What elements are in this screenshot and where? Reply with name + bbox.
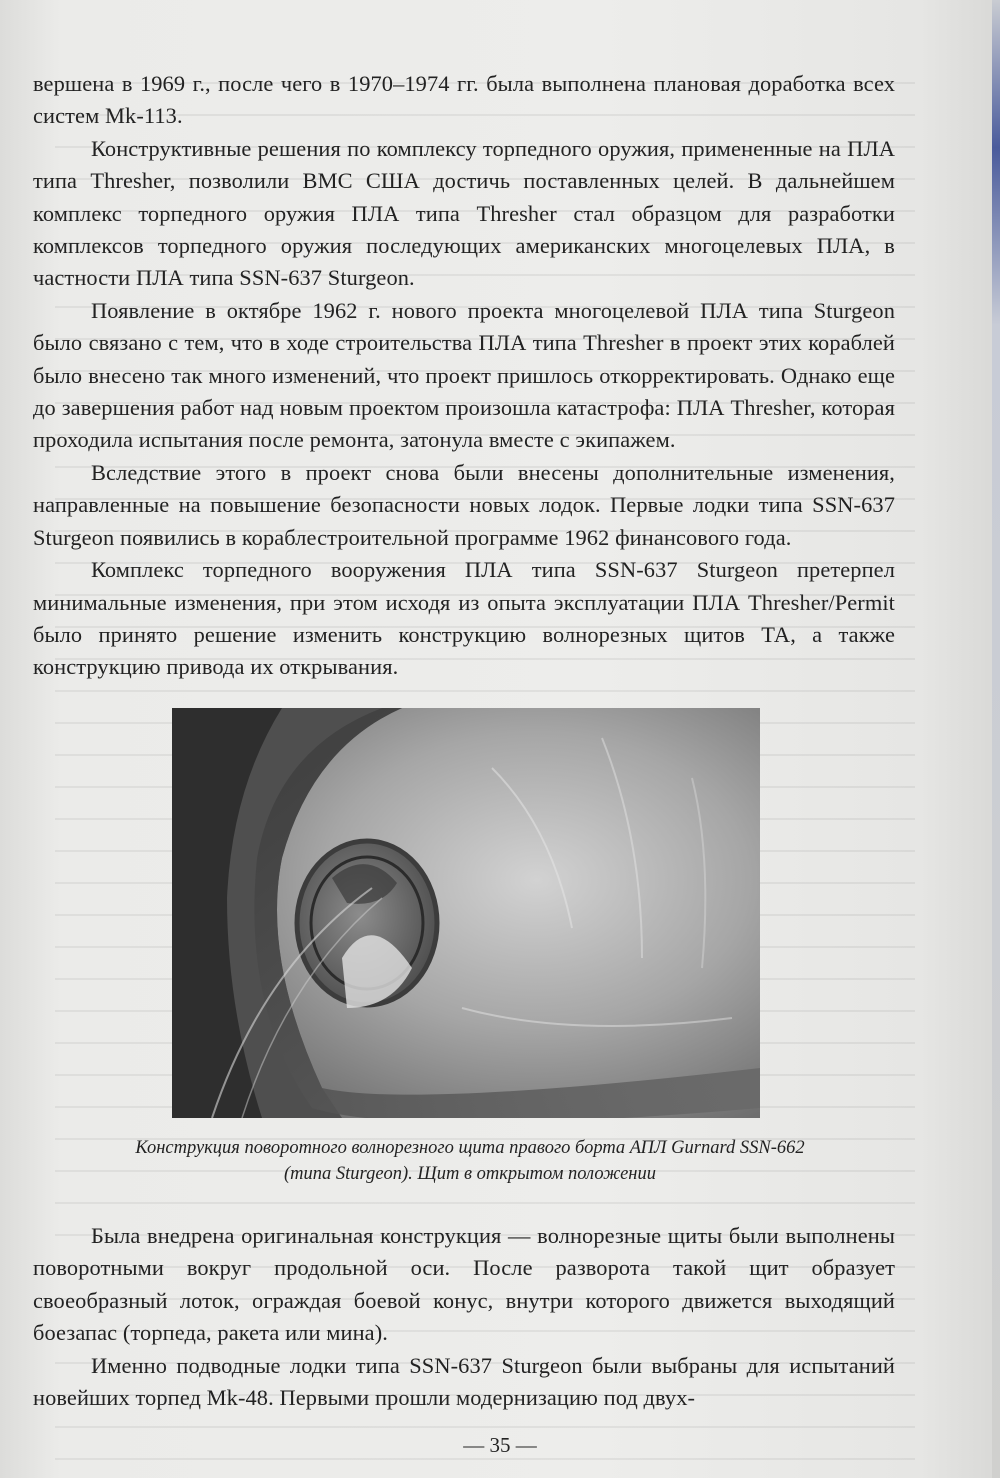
figure-caption bbox=[60, 1135, 880, 1187]
caption-line: (типа Sturgeon). Щит в открытом положении bbox=[284, 1164, 656, 1184]
paragraph: Именно подводные лодки типа SSN-637 Sturgeon были выбраны для испытаний новейших торпед Mk-48. Первыми прошли модернизацию под двух- bbox=[33, 1352, 895, 1411]
paragraph: Комплекс торпедного вооружения ПЛА типа SSN-637 Sturgeon претерпел минимальные изменения, при этом исходя из опыта эксплуатации ПЛА Thresher/Permit было принято решение изменить конструкцию волнорезных щитов ТА, а также конструкцию привода их открывания. bbox=[33, 557, 895, 680]
caption-line: Конструкция поворотного волнорезного щита правого борта АПЛ Gurnard SSN-662 bbox=[135, 1138, 805, 1158]
page-number: — 35 — bbox=[463, 1433, 537, 1457]
body-text-top bbox=[33, 68, 895, 684]
submarine-shield-photo bbox=[172, 708, 760, 1118]
paragraph: Вследствие этого в проект снова были внесены дополнительные изменения, направленные на повышение безопасности новых лодок. Первые лодки типа SSN-637 Sturgeon появились в кораблестроительной программе 1962 финансового года. bbox=[33, 459, 895, 550]
page-edge-strip bbox=[992, 0, 1000, 1478]
paragraph: вершена в 1969 г., после чего в 1970–1974 гг. была выполнена плановая доработка всех систем Mk-113. bbox=[33, 71, 895, 129]
paragraph: Конструктивные решения по комплексу торпедного оружия, примененные на ПЛА типа Thresher, позволили ВМС США достичь поставленных целей. В дальнейшем комплекс торпедного оружия ПЛА типа Thresher стал образцом для разработки комплексов торпедного оружия последующих американских многоцелевых ПЛА, в частности ПЛА типа SSN-637 Sturgeon. bbox=[33, 135, 895, 291]
paragraph: Появление в октябре 1962 г. нового проекта многоцелевой ПЛА типа Sturgeon было связано с тем, что в ходе строительства ПЛА типа Thresher в проект этих кораблей было внесено так много изменений, что проект пришлось откорректировать. Однако еще до завершения работ над новым проектом произошла катастрофа: ПЛА Thresher, которая проходила испытания после ремонта, затонула вместе с экипажем. bbox=[33, 297, 895, 453]
paragraph: Была внедрена оригинальная конструкция — волнорезные щиты были выполнены поворотными вокруг продольной оси. После разворота такой щит образует своеобразный лоток, ограждая боевой конус, внутри которого движется выходящий боезапас (торпеда, ракета или мина). bbox=[33, 1223, 895, 1346]
photo-illustration bbox=[172, 708, 760, 1118]
body-text-bottom bbox=[33, 1220, 895, 1414]
